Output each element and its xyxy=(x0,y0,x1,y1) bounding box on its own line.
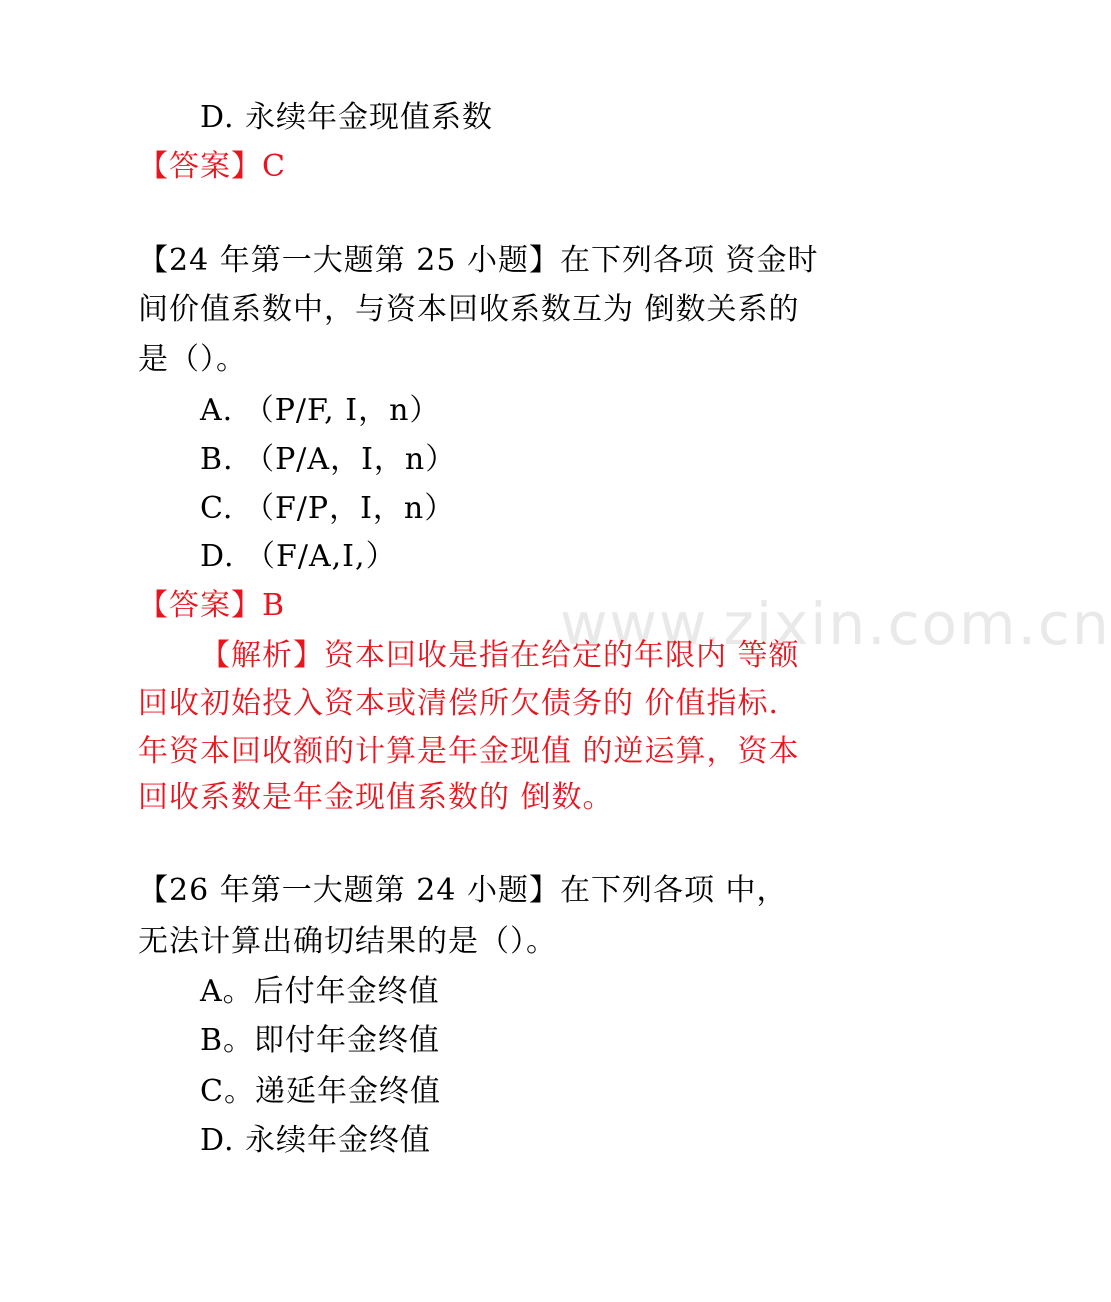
analysis-line: 回收初始投入资本或清偿所欠债务的 价值指标. xyxy=(138,686,780,721)
question-stem-line: 间价值系数中，与资本回收系数互为 倒数关系的 xyxy=(138,292,800,327)
analysis-line: 回收系数是年金现值系数的 倒数。 xyxy=(138,780,614,815)
answer-label: 【答案】 xyxy=(138,149,262,184)
answer-line xyxy=(138,147,286,187)
question-stem-line: 【26 年第一大题第 24 小题】在下列各项 中， xyxy=(138,873,788,908)
option-c: C. （F/P，I，n） xyxy=(200,491,456,526)
option-c: C。递延年金终值 xyxy=(200,1074,441,1109)
answer-value: C xyxy=(262,149,286,184)
option-a: A。后付年金终值 xyxy=(200,974,440,1009)
option-a: A. （P/F, I，n） xyxy=(200,393,441,428)
option-b: B。即付年金终值 xyxy=(200,1023,441,1058)
option-d: D. 永续年金现值系数 xyxy=(200,100,494,135)
answer-line xyxy=(138,586,285,626)
answer-label: 【答案】 xyxy=(138,588,262,623)
analysis-line: 【解析】资本回收是指在给定的年限内 等额 xyxy=(200,638,800,673)
question-stem-line: 【24 年第一大题第 25 小题】在下列各项 资金时 xyxy=(138,243,819,278)
option-d: D. 永续年金终值 xyxy=(200,1123,432,1158)
question-stem-line: 是（）。 xyxy=(138,342,247,377)
watermark: www.zixin.com.cn xyxy=(560,590,1111,658)
answer-value: B xyxy=(262,588,286,623)
option-b: B. （P/A，I，n） xyxy=(200,442,457,477)
question-stem-line: 无法计算出确切结果的是（）。 xyxy=(138,924,557,959)
analysis-line: 年资本回收额的计算是年金现值 的逆运算，资本 xyxy=(138,734,800,769)
option-d: D. （F/A,I,） xyxy=(200,539,397,574)
